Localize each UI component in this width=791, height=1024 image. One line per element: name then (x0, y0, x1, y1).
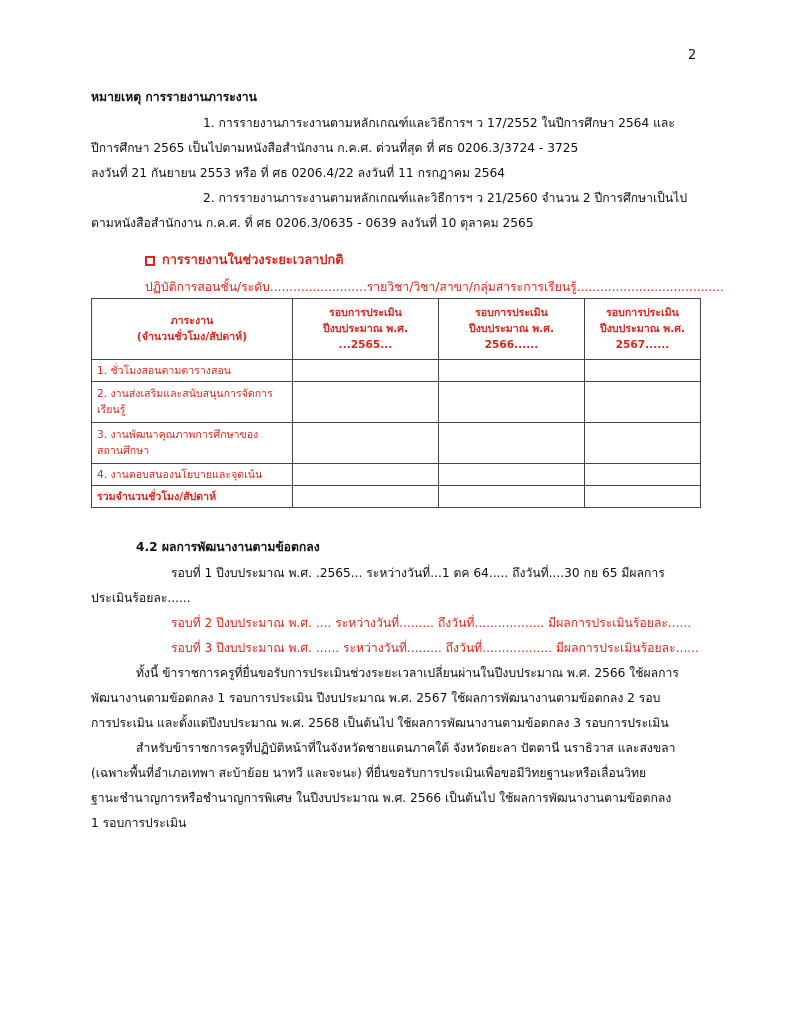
table-cell-input[interactable] (439, 486, 585, 508)
table-cell-input[interactable] (293, 486, 439, 508)
table-row (92, 423, 701, 464)
note-heading: หมายเหตุ การรายงานภาระงาน (91, 90, 257, 104)
table-cell-input[interactable] (439, 423, 585, 464)
note-p2-line1: 2. การรายงานภาระงานตามหลักเกณฑ์และวิธีการฯ ว 21/2560 จำนวน 2 ปีการศึกษาเป็นไป (203, 191, 688, 205)
header-round-2566 (439, 299, 585, 360)
table-row (92, 360, 701, 382)
round-1-line2: ประเมินร้อยละ...... (91, 591, 191, 605)
table-total-row (92, 486, 701, 508)
header-2567-line3: 2567...... (615, 339, 670, 351)
row-label (92, 423, 293, 464)
header-2566-line3: 2566...... (484, 339, 539, 351)
table-cell-input[interactable] (585, 423, 701, 464)
page-number: 2 (688, 48, 697, 63)
note-p1-line2: ปีการศึกษา 2565 เป็นไปตามหนังสือสำนักงาน ก.ค.ศ. ด่วนที่สุด ที่ ศธ 0206.3/3724 - 3725 (91, 141, 579, 155)
table-row (92, 464, 701, 486)
table-cell-input[interactable] (585, 486, 701, 508)
header-2566-line2: ปีงบประมาณ พ.ศ. (469, 323, 554, 335)
header-2567-line2: ปีงบประมาณ พ.ศ. (600, 323, 685, 335)
header-round-2567 (585, 299, 701, 360)
table-cell-input[interactable] (293, 423, 439, 464)
table-cell-input[interactable] (585, 360, 701, 382)
table-cell-input[interactable] (439, 464, 585, 486)
table-header-row (92, 299, 701, 360)
row-label-line2: สถานศึกษา (97, 445, 150, 457)
table-cell-input[interactable] (439, 360, 585, 382)
note-p1-line1: 1. การรายงานภาระงานตามหลักเกณฑ์และวิธีการฯ ว 17/2552 ในปีการศึกษา 2564 และ (203, 116, 675, 130)
southern-para-line3: ฐานะชำนาญการหรือชำนาญการพิเศษ ในปีงบประมาณ พ.ศ. 2566 เป็นต้นไป ใช้ผลการพัฒนางานตามข้อตกลง (91, 791, 672, 805)
header-2565-line3: ...2565... (338, 339, 393, 351)
table-cell-input[interactable] (585, 382, 701, 423)
southern-para-line1: สำหรับข้าราชการครูที่ปฏิบัติหน้าที่ในจังหวัดชายแดนภาคใต้ จังหวัดยะลา ปัตตานี นราธิวาส และสงขลา (136, 741, 676, 755)
header-workload-line2: (จำนวนชั่วโมง/สัปดาห์) (136, 331, 248, 343)
transition-para-line3: การประเมิน และตั้งแต่ปีงบประมาณ พ.ศ. 2568 เป็นต้นไป ใช้ผลการพัฒนางานตามข้อตกลง 3 รอบการประเมิน (91, 716, 669, 730)
southern-para-line2: (เฉพาะพื้นที่อำเภอเทพา สะบ้าย้อย นาทวี และจะนะ) ที่ยื่นขอรับการประเมินเพื่อขอมีวิทยฐานะหรือเลื่อนวิทย (91, 766, 647, 780)
row-label: 4. งานตอบสนองนโยบายและจุดเน้น (92, 464, 293, 486)
header-2567-line1: รอบการประเมิน (606, 307, 679, 319)
row-label (92, 382, 293, 423)
total-label: รวมจำนวนชั่วโมง/สัปดาห์ (92, 486, 293, 508)
table-cell-input[interactable] (585, 464, 701, 486)
row-label-line1: 3. งานพัฒนาคุณภาพการศึกษาของ (97, 429, 259, 441)
header-workload (92, 299, 293, 360)
table-cell-input[interactable] (293, 382, 439, 423)
table-cell-input[interactable] (293, 360, 439, 382)
round-1-line1: รอบที่ 1 ปีงบประมาณ พ.ศ. .2565... ระหว่างวันที่...1 ตค 64..... ถึงวันที่....30 กย 65 มีผลการ (171, 566, 665, 580)
table-row (92, 382, 701, 423)
round-3-line: รอบที่ 3 ปีงบประมาณ พ.ศ. ...... ระหว่างวันที่......... ถึงวันที่.................. มีผลการประเมินร้อยละ...... (171, 641, 699, 655)
normal-period-subline: ปฏิบัติการสอนชั้น/ระดับ.........................รายวิชา/วิชา/สาขา/กลุ่มสาระการเรียนรู้...................................... (145, 280, 724, 294)
header-round-2565 (293, 299, 439, 360)
header-workload-line1: ภาระงาน (170, 315, 214, 327)
header-2565-line1: รอบการประเมิน (329, 307, 402, 319)
round-2-line: รอบที่ 2 ปีงบประมาณ พ.ศ. .... ระหว่างวันที่......... ถึงวันที่.................. มีผลการประเมินร้อยละ...... (171, 616, 692, 630)
row-label-line1: 2. งานส่งเสริมและสนับสนุนการจัดการ (97, 388, 273, 400)
table-cell-input[interactable] (293, 464, 439, 486)
normal-period-heading: การรายงานในช่วงระยะเวลาปกติ (162, 253, 344, 268)
checkbox-icon[interactable] (145, 256, 155, 266)
header-2566-line1: รอบการประเมิน (475, 307, 548, 319)
transition-para-line2: พัฒนางานตามข้อตกลง 1 รอบการประเมิน ปีงบประมาณ พ.ศ. 2567 ใช้ผลการพัฒนางานตามข้อตกลง 2 รอบ (91, 691, 661, 705)
row-label-line2: เรียนรู้ (97, 404, 126, 416)
table-cell-input[interactable] (439, 382, 585, 423)
row-label: 1. ชั่วโมงสอนตามตารางสอน (92, 360, 293, 382)
note-p1-line3: ลงวันที่ 21 กันยายน 2553 หรือ ที่ ศธ 0206.4/22 ลงวันที่ 11 กรกฎาคม 2564 (91, 166, 505, 180)
southern-para-line4: 1 รอบการประเมิน (91, 816, 187, 830)
transition-para-line1: ทั้งนี้ ข้าราชการครูที่ยื่นขอรับการประเมินช่วงระยะเวลาเปลี่ยนผ่านในปีงบประมาณ พ.ศ. 2566 ใช้ผลการ (136, 666, 679, 680)
note-p2-line2: ตามหนังสือสำนักงาน ก.ค.ศ. ที่ ศธ 0206.3/0635 - 0639 ลงวันที่ 10 ตุลาคม 2565 (91, 216, 534, 230)
section-4-2-heading: 4.2 ผลการพัฒนางานตามข้อตกลง (136, 540, 320, 554)
workload-table (91, 298, 701, 508)
header-2565-line2: ปีงบประมาณ พ.ศ. (323, 323, 408, 335)
